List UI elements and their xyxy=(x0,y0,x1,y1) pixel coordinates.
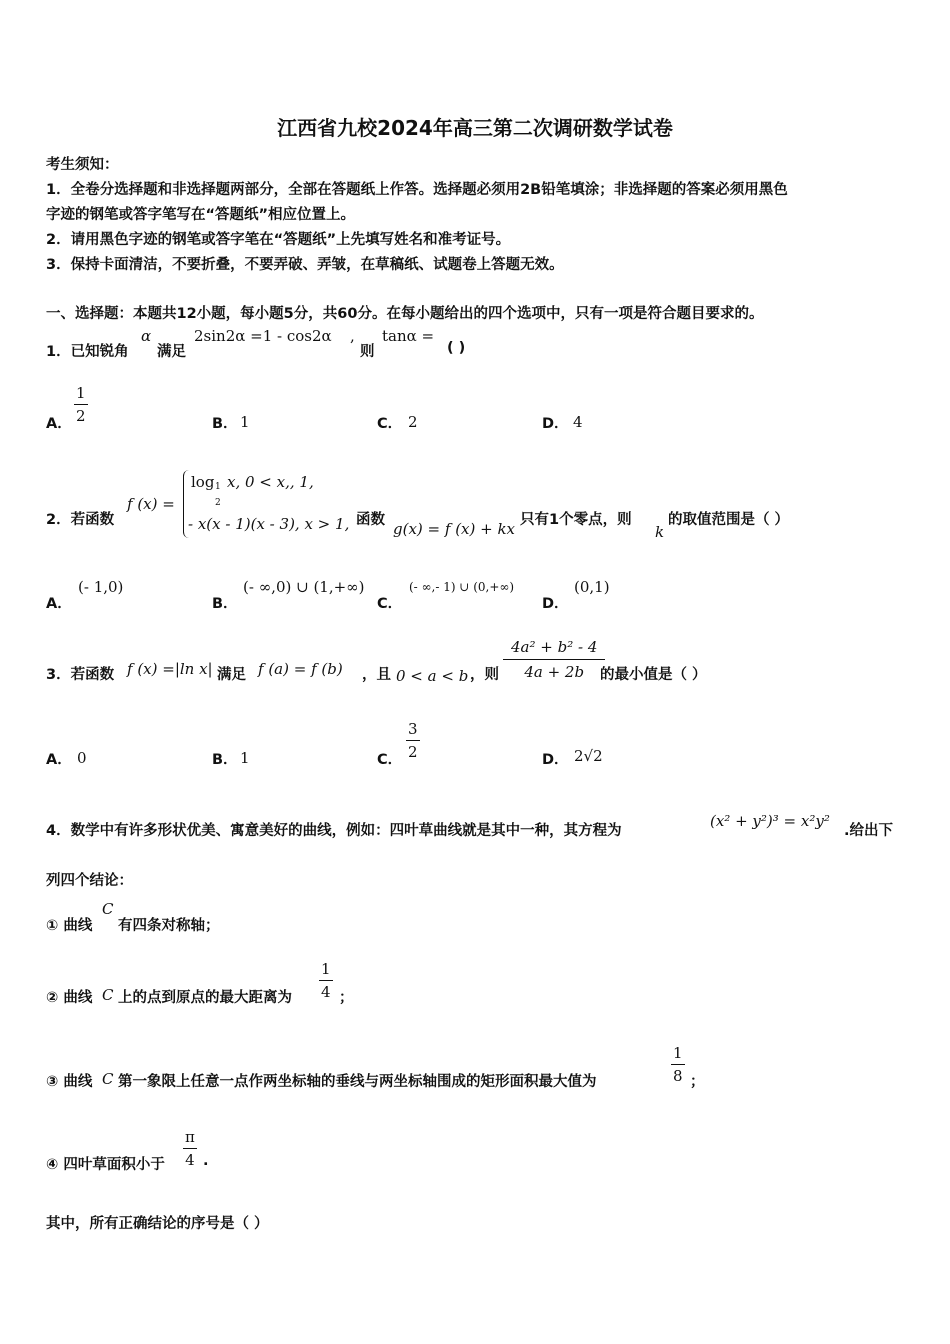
q4-statement-1-a: ① 曲线 xyxy=(46,918,93,934)
q4-statement-1-b: 有四条对称轴； xyxy=(118,918,220,934)
q3-option-a-value: 0 xyxy=(77,749,87,767)
q2-option-a-value: (- 1,0) xyxy=(78,578,124,596)
q4-statement-3-b: 第一象限上任意一点作两坐标轴的垂线与两坐标轴围成的矩形面积最大值为 xyxy=(118,1074,597,1090)
q4-statement-2-end: ； xyxy=(339,990,354,1006)
q3-inequality: 0 < a < b xyxy=(396,667,469,685)
q4-statement-3-den: 8 xyxy=(673,1067,683,1085)
q3-option-c-den: 2 xyxy=(408,743,418,761)
q3-text-5: 的最小值是（ ） xyxy=(600,667,707,683)
q4-equation: (x² + y²)³ = x²y² xyxy=(710,812,830,830)
q3-option-c-num: 3 xyxy=(406,720,420,741)
q2-text-1: 2．若函数 xyxy=(46,512,115,528)
q1-option-d-value: 4 xyxy=(573,413,583,431)
q2-fx: f (x) = xyxy=(127,495,175,513)
q4-statement-4-end: . xyxy=(203,1153,209,1169)
q4-statement-2-b: 上的点到原点的最大距离为 xyxy=(118,990,292,1006)
notice-line-1b: 字迹的钢笔或答字笔写在“答题纸”相应位置上。 xyxy=(46,207,356,223)
q2-case-1-sub-num: 1 xyxy=(215,482,221,492)
q4-statement-3-c: C xyxy=(102,1070,114,1088)
q1-paren: ( ) xyxy=(447,340,466,356)
q2-option-d-label: D． xyxy=(542,596,569,612)
q3-text-4: ，则 xyxy=(470,667,499,683)
q2-text-4: 的取值范围是（ ） xyxy=(668,512,790,528)
q2-option-c-label: C． xyxy=(377,596,403,612)
q1-comma: , xyxy=(350,327,355,345)
q3-option-c-label: C． xyxy=(377,752,403,768)
q4-statement-3-end: ； xyxy=(690,1074,705,1090)
q3-option-b-value: 1 xyxy=(240,749,250,767)
q1-tan: tanα = xyxy=(382,327,435,345)
q4-statement-4-den: 4 xyxy=(185,1151,195,1169)
q3-fraction xyxy=(503,638,605,681)
q1-option-c-value: 2 xyxy=(408,413,418,431)
q1-option-a-den: 2 xyxy=(76,407,86,425)
q1-option-b-label: B． xyxy=(212,416,238,432)
q4-text-1: 4．数学中有许多形状优美、寓意美好的曲线，例如：四叶草曲线就是其中一种，其方程为 xyxy=(46,823,622,839)
q3-equation: f (a) = f (b) xyxy=(258,660,343,678)
q2-case-1-sub-den: 2 xyxy=(215,498,221,508)
q1-condition: 2sin2α =1 - cos2α xyxy=(194,327,332,345)
q2-option-d-value: (0,1) xyxy=(574,578,610,596)
q2-gx: g(x) = f (x) + kx xyxy=(393,520,516,538)
notice-line-3: 3．保持卡面清洁，不要折叠，不要弄破、弄皱，在草稿纸、试题卷上答题无效。 xyxy=(46,257,564,273)
q3-text-1: 3．若函数 xyxy=(46,667,115,683)
q4-statement-3-frac xyxy=(671,1044,685,1085)
q3-option-b-label: B． xyxy=(212,752,238,768)
q2-option-c-value: (- ∞,- 1) ∪ (0,+∞) xyxy=(409,580,515,594)
q3-fraction-num: 4a² + b² - 4 xyxy=(503,638,605,660)
q4-statement-4-a: ④ 四叶草面积小于 xyxy=(46,1157,165,1173)
q3-option-d-label: D． xyxy=(542,752,569,768)
q3-fx: f (x) =|ln x| xyxy=(127,660,213,678)
q3-option-d-value: 2√2 xyxy=(574,747,603,765)
section-heading: 一、选择题：本题共12小题，每小题5分，共60分。在每小题给出的四个选项中，只有一项是符合题目要求的。 xyxy=(46,306,764,322)
notice-heading: 考生须知： xyxy=(46,157,119,173)
q1-option-b-value: 1 xyxy=(240,413,250,431)
q4-statement-2-den: 4 xyxy=(321,983,331,1001)
q1-text-1: 1．已知锐角 xyxy=(46,344,129,360)
q2-case-1-log: log xyxy=(191,473,215,491)
notice-line-1: 1．全卷分选择题和非选择题两部分，全部在答题纸上作答。选择题必须用2B铅笔填涂；非选择题的答案必须用黑色 xyxy=(46,182,788,198)
q1-text-2: 满足 xyxy=(157,344,186,360)
q2-text-2: 函数 xyxy=(356,512,385,528)
q4-text-2: .给出下 xyxy=(844,823,894,839)
q2-option-b-label: B． xyxy=(212,596,238,612)
q2-case-1-rest: x, 0 < x,, 1, xyxy=(227,473,314,491)
q4-statement-2-a: ② 曲线 xyxy=(46,990,93,1006)
q3-option-a-label: A． xyxy=(46,752,72,768)
q2-text-3: 只有1个零点，则 xyxy=(520,512,632,528)
q1-option-a-label: A． xyxy=(46,416,72,432)
q4-text-3: 列四个结论： xyxy=(46,873,133,889)
q4-statement-1-c: C xyxy=(102,900,114,918)
q2-k: k xyxy=(655,523,665,541)
q4-final: 其中，所有正确结论的序号是（ ） xyxy=(46,1216,269,1232)
q1-option-d-label: D． xyxy=(542,416,569,432)
q4-statement-4-num: π xyxy=(183,1128,197,1149)
q4-statement-2-frac xyxy=(319,960,333,1001)
q4-statement-3-a: ③ 曲线 xyxy=(46,1074,93,1090)
q1-alpha: α xyxy=(141,327,152,345)
q1-option-c-label: C． xyxy=(377,416,403,432)
q3-fraction-den: 4a + 2b xyxy=(524,663,585,681)
q4-statement-2-c: C xyxy=(102,986,114,1004)
q4-statement-3-num: 1 xyxy=(671,1044,685,1065)
q3-text-3: ，且 xyxy=(362,667,391,683)
q4-statement-2-num: 1 xyxy=(319,960,333,981)
q1-option-a-num: 1 xyxy=(74,384,88,405)
q2-option-b-value: (- ∞,0) ∪ (1,+∞) xyxy=(243,578,365,596)
q2-case-2: - x(x - 1)(x - 3), x > 1, xyxy=(188,515,350,533)
page-title: 江西省九校2024年高三第二次调研数学试卷 xyxy=(277,116,673,140)
q2-option-a-label: A． xyxy=(46,596,72,612)
notice-line-2: 2．请用黑色字迹的钢笔或答字笔在“答题纸”上先填写姓名和准考证号。 xyxy=(46,232,511,248)
q3-option-c-frac xyxy=(406,720,420,761)
q4-statement-4-frac xyxy=(183,1128,197,1169)
q3-text-2: 满足 xyxy=(217,667,246,683)
q1-option-a-frac xyxy=(74,384,88,425)
q1-text-3: 则 xyxy=(360,344,375,360)
